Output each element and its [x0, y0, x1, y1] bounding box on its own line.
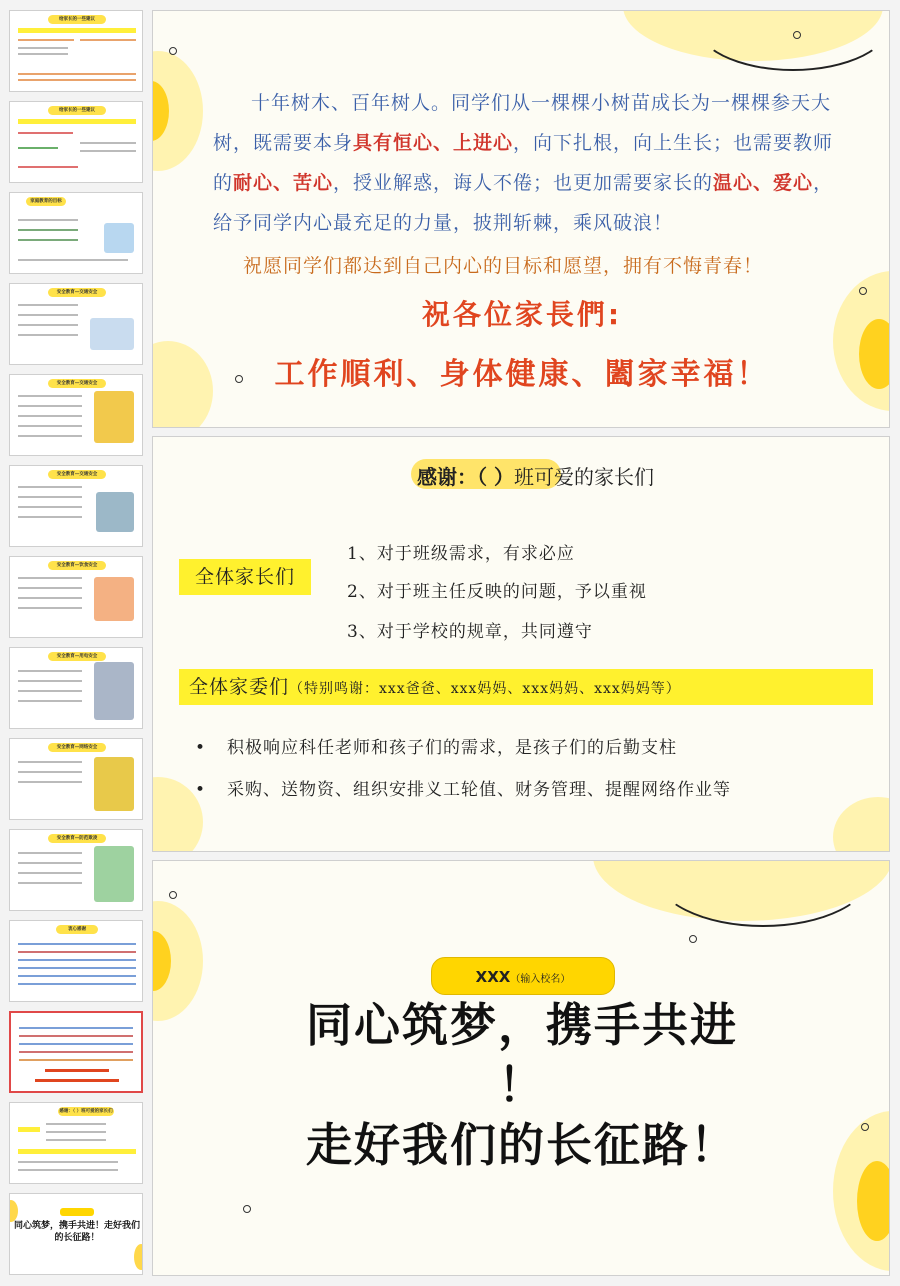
thumbnail-slide-3[interactable]	[9, 192, 143, 274]
thumbnail-title: 安全教育—交通安全	[48, 288, 106, 297]
thumbnail-title: 家庭教育的目标	[26, 197, 66, 206]
closing-paragraph: 十年树木、百年树人。同学们从一棵棵小树苗成长为一棵棵参天大树，既需要本身具有恒心、上进心，向下扎根，向上生长；也需要教师的耐心、苦心，授业解惑，诲人不倦；也更加需要家长的温心、爱心，给予同学内心最充足的力量，披荆斩棘，乘风破浪！	[213, 92, 834, 234]
thumbnail-slide-6[interactable]	[9, 465, 143, 547]
thumbnail-slide-12-active[interactable]	[9, 1011, 143, 1093]
thumbnail-slide-4[interactable]	[9, 283, 143, 365]
thumbnail-title: 安全教育—防范欺凌	[48, 834, 106, 843]
committee-label: 全体家委们	[189, 676, 290, 698]
thumbnail-title: 安全教育—网络安全	[48, 743, 106, 752]
blessing-line: 工作順利、身体健康、闔家幸福！	[274, 357, 770, 392]
thumbnail-title: 安全教育—交通安全	[48, 379, 106, 388]
slide-ending[interactable]	[152, 860, 890, 1276]
thumbnail-title: 安全教育—交通安全	[48, 470, 106, 479]
thumbnail-title: 安全教育—饮食安全	[48, 561, 106, 570]
thumbnail-slide-7[interactable]	[9, 556, 143, 638]
slide-closing-message[interactable]	[152, 10, 890, 428]
blessing-heading: 祝各位家長們:	[421, 298, 623, 331]
thumbnail-slide-2[interactable]	[9, 101, 143, 183]
thumbnail-slide-5[interactable]	[9, 374, 143, 456]
thumbnail-slide-8[interactable]	[9, 647, 143, 729]
thumbnail-title: 衷心感谢	[56, 925, 98, 934]
thumbnail-slide-11[interactable]	[9, 920, 143, 1002]
committee-banner	[179, 669, 873, 705]
committee-bullet-2: • 采购、送物资、组织安排义工轮值、财务管理、提醒网络作业等	[195, 780, 731, 800]
slide-thumbnail-rail[interactable]	[0, 0, 148, 1286]
school-name-badge: XXX（输入校名）	[431, 957, 615, 995]
parents-item-2: 2、对于班主任反映的问题，予以重视	[347, 582, 647, 602]
wish-sentence: 祝愿同学们都达到自己内心的目标和愿望，拥有不悔青春！	[243, 255, 764, 277]
thumbnail-slide-9[interactable]	[9, 738, 143, 820]
thumbnail-slide-1[interactable]	[9, 10, 143, 92]
parents-item-3: 3、对于学校的规章，共同遵守	[347, 622, 593, 642]
headline-line-3: 走好我们的长征路！	[306, 1118, 738, 1172]
thumbnail-title: 安全教育—用电安全	[48, 652, 106, 661]
thumbnail-slide-13[interactable]	[9, 1102, 143, 1184]
thumbnail-slide-14[interactable]	[9, 1193, 143, 1275]
thumbnail-title: 给家长的一些建议	[48, 15, 106, 24]
parents-item-1: 1、对于班级需求，有求必应	[347, 544, 575, 564]
thumbnail-title: 同心筑梦，携手共进！走好我们的长征路！	[13, 1221, 140, 1243]
slide-thanks-parents[interactable]	[152, 436, 890, 852]
committee-thanks: （特别鸣谢：xxx爸爸、xxx妈妈、xxx妈妈、xxx妈妈等）	[289, 681, 681, 697]
all-parents-label: 全体家长们	[179, 559, 311, 595]
thumbnail-slide-10[interactable]	[9, 829, 143, 911]
thumbnail-title: 感谢：（ ）班可爱的家长们	[59, 1109, 113, 1114]
headline-line-1: 同心筑梦，携手共进	[306, 998, 738, 1052]
slide-title: 感谢：（ ）班可爱的家长们	[417, 465, 654, 489]
thumbnail-title: 给家长的一些建议	[48, 106, 106, 115]
committee-bullet-1: • 积极响应科任老师和孩子们的需求，是孩子们的后勤支柱	[195, 738, 677, 758]
headline-line-2: ！	[498, 1058, 546, 1112]
